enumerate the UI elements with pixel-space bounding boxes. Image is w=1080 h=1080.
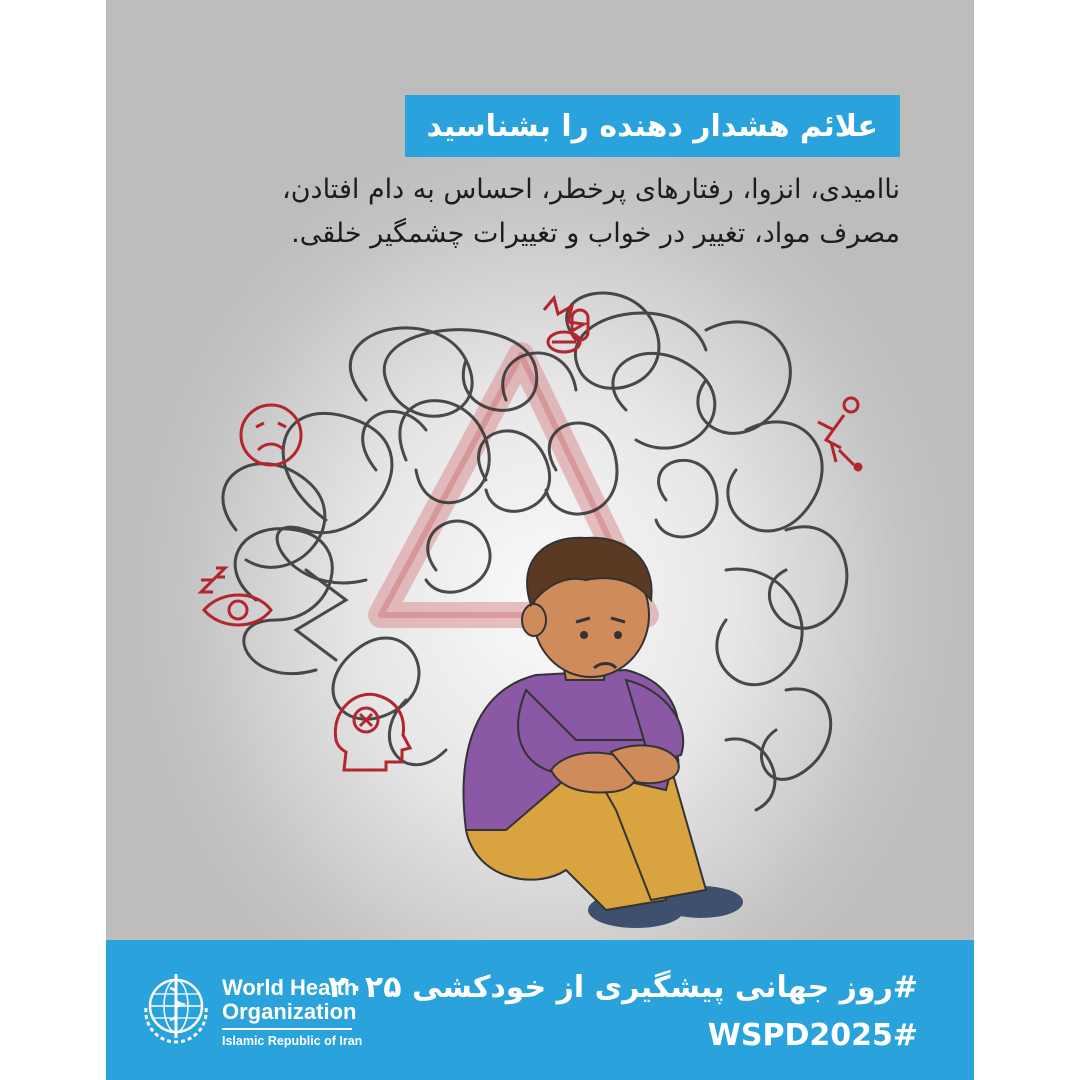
drugs-pills-icon xyxy=(544,298,588,352)
child-illustration xyxy=(106,270,974,950)
poster xyxy=(106,0,974,1080)
org-region: Islamic Republic of Iran xyxy=(222,1034,363,1048)
hashtag-english: WSPD2025# xyxy=(707,1018,918,1053)
hashtag-persian: #روز جهانی پیشگیری از خودکشی ۲۰۲۵ xyxy=(328,970,918,1005)
who-emblem-icon xyxy=(138,968,214,1044)
warning-signs-text xyxy=(140,168,900,256)
title-banner xyxy=(405,95,900,157)
falling-person-icon xyxy=(818,398,861,470)
divider xyxy=(222,1028,352,1030)
org-line-2: Organization xyxy=(222,999,357,1024)
page-title: علائم هشدار دهنده را بشناسید xyxy=(426,108,878,144)
sad-face-icon xyxy=(241,405,301,465)
subtitle-line-1: ناامیدی، انزوا، رفتارهای پرخطر، احساس به دام افتادن، xyxy=(282,174,900,205)
sad-boy xyxy=(464,538,743,928)
subtitle-line-2: مصرف مواد، تغییر در خواب و تغییرات چشمگیر خلقی. xyxy=(291,218,900,249)
footer-bar xyxy=(106,940,974,1080)
org-line-1: World Health xyxy=(222,975,358,1000)
